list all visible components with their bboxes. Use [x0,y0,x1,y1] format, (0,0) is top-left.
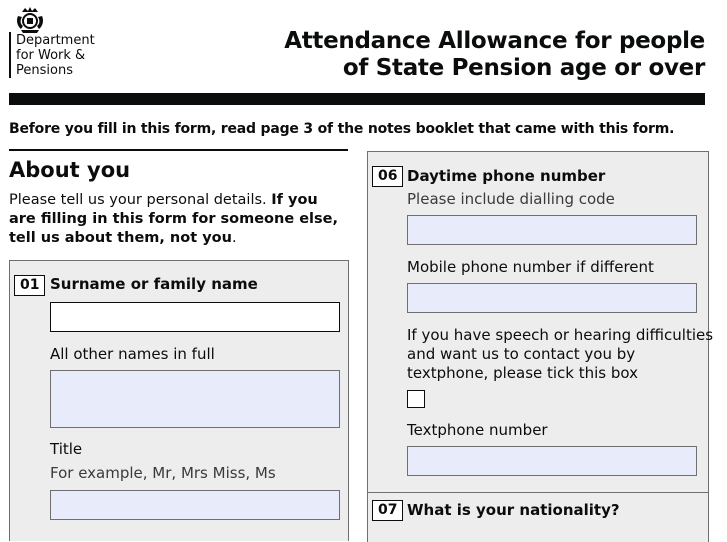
organisation-name: Department for Work & Pensions [16,33,95,78]
mobile-phone-label: Mobile phone number if different [407,258,654,276]
question-06-panel [367,151,714,542]
logo-divider [9,32,11,78]
section-description: Please tell us your personal details. If you are filling in this form for someone else, tell us about them, not you. [9,192,338,246]
question-number: 06 [372,166,403,187]
nationality-label: What is your nationality? [407,501,620,519]
section-heading: About you [9,158,131,182]
textphone-checkbox[interactable] [407,390,425,408]
form-title: Attendance Allowance for people of State Pension age or over [284,28,705,81]
title-hint: For example, Mr, Mrs Miss, Ms [50,464,276,482]
mobile-phone-input[interactable] [407,283,697,313]
royal-crest-icon [15,6,45,34]
surname-label: Surname or family name [50,275,258,293]
section-divider [9,149,348,151]
textphone-number-label: Textphone number [407,421,548,439]
question-number: 07 [372,500,403,521]
question-01-panel [9,260,349,541]
question-number: 01 [14,275,45,296]
daytime-phone-label: Daytime phone number [407,167,606,185]
header-rule [9,93,705,105]
other-names-label: All other names in full [50,345,215,363]
surname-input[interactable] [50,302,340,332]
textphone-question: If you have speech or hearing difficulties and want us to contact you by textphone, please tick this box [407,326,714,382]
title-input[interactable] [50,490,340,520]
textphone-number-input[interactable] [407,446,697,476]
daytime-phone-hint: Please include dialling code [407,190,615,208]
title-label: Title [50,440,83,458]
intro-text: Before you fill in this form, read page 3 of the notes booklet that came with this form. [9,121,675,137]
other-names-input[interactable] [50,370,340,428]
daytime-phone-input[interactable] [407,215,697,245]
question-divider [368,492,708,493]
